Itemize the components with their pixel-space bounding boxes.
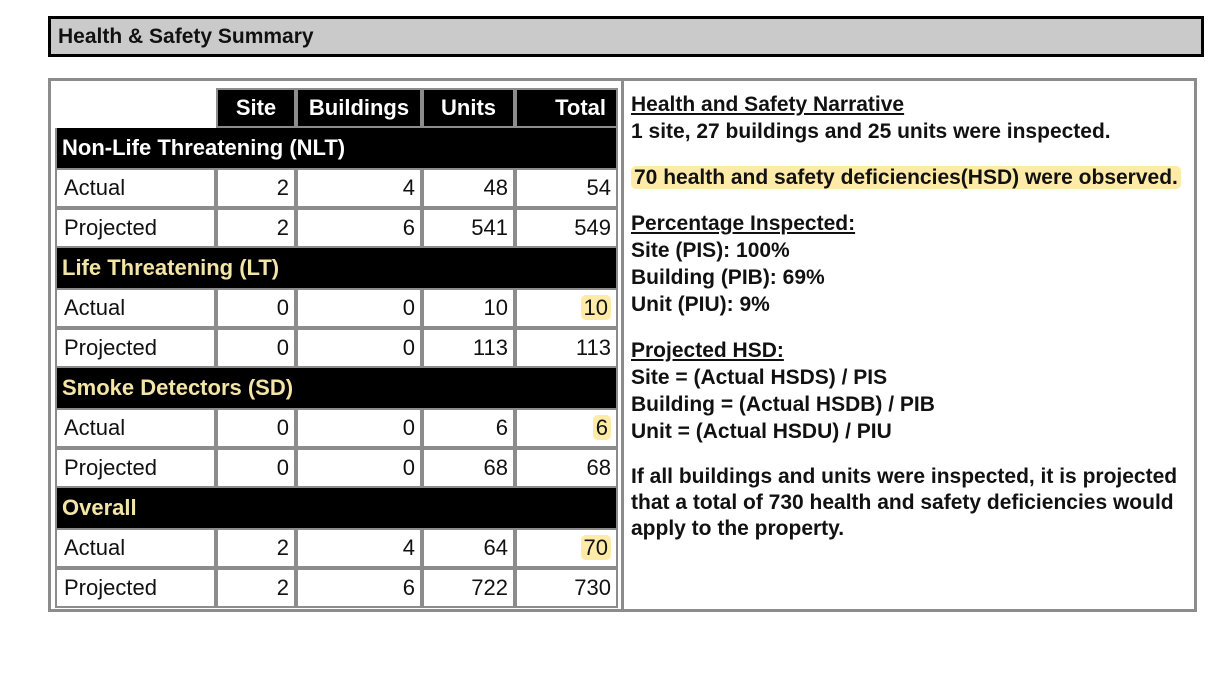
- site-cell: 0: [216, 288, 296, 328]
- buildings-cell: 4: [296, 168, 422, 208]
- column-header-buildings: Buildings: [296, 88, 422, 128]
- section-header-nlt: [55, 128, 618, 168]
- table-row: [55, 568, 618, 608]
- site-cell: 2: [216, 168, 296, 208]
- row-label: Projected: [55, 328, 216, 368]
- buildings-cell: 0: [296, 408, 422, 448]
- highlighted-total: 10: [581, 295, 611, 320]
- narrative-section: [631, 91, 1181, 542]
- summary-panel: [48, 78, 1197, 612]
- row-label: Actual: [55, 408, 216, 448]
- highlighted-total: 6: [593, 415, 611, 440]
- panel-divider: [621, 81, 624, 609]
- total-cell: 68: [515, 448, 618, 488]
- proj-unit: Unit = (Actual HSDU) / PIU: [631, 420, 892, 443]
- total-cell: 549: [515, 208, 618, 248]
- table-row: [55, 408, 618, 448]
- buildings-cell: 0: [296, 288, 422, 328]
- table-row: [55, 328, 618, 368]
- page-title: Health & Safety Summary: [48, 16, 1204, 57]
- buildings-cell: 6: [296, 208, 422, 248]
- pct-building: Building (PIB): 69%: [631, 266, 825, 289]
- total-cell: [515, 528, 618, 568]
- total-cell: 113: [515, 328, 618, 368]
- units-cell: 48: [422, 168, 515, 208]
- units-cell: 541: [422, 208, 515, 248]
- section-header-sd: [55, 368, 618, 408]
- table-header-row: [55, 88, 618, 128]
- table-row: [55, 168, 618, 208]
- site-cell: 0: [216, 448, 296, 488]
- total-cell: 730: [515, 568, 618, 608]
- site-cell: 0: [216, 328, 296, 368]
- pct-unit: Unit (PIU): 9%: [631, 293, 770, 316]
- highlighted-total: 70: [581, 535, 611, 560]
- proj-building: Building = (Actual HSDB) / PIB: [631, 393, 935, 416]
- proj-site: Site = (Actual HSDS) / PIS: [631, 366, 888, 389]
- total-cell: [515, 408, 618, 448]
- section-header-lt: [55, 248, 618, 288]
- site-cell: 2: [216, 528, 296, 568]
- inspection-summary: 1 site, 27 buildings and 25 units were inspected.: [631, 120, 1111, 143]
- buildings-cell: 6: [296, 568, 422, 608]
- column-header-units: Units: [422, 88, 515, 128]
- column-header-total: Total: [515, 88, 618, 128]
- projected-heading: Projected HSD:: [631, 339, 784, 362]
- table-row: [55, 288, 618, 328]
- row-label: Actual: [55, 288, 216, 328]
- row-label: Actual: [55, 168, 216, 208]
- row-label: Actual: [55, 528, 216, 568]
- section-title: Smoke Detectors (SD): [55, 368, 618, 408]
- units-cell: 113: [422, 328, 515, 368]
- row-label: Projected: [55, 568, 216, 608]
- buildings-cell: 4: [296, 528, 422, 568]
- row-label: Projected: [55, 448, 216, 488]
- table-row: [55, 208, 618, 248]
- units-cell: 6: [422, 408, 515, 448]
- units-cell: 722: [422, 568, 515, 608]
- narrative-heading: Health and Safety Narrative: [631, 93, 905, 116]
- health-safety-table: [55, 88, 618, 608]
- section-title: Life Threatening (LT): [55, 248, 618, 288]
- section-header-overall: [55, 488, 618, 528]
- total-cell: 54: [515, 168, 618, 208]
- pct-site: Site (PIS): 100%: [631, 239, 790, 262]
- buildings-cell: 0: [296, 448, 422, 488]
- row-label: Projected: [55, 208, 216, 248]
- percentage-heading: Percentage Inspected:: [631, 212, 856, 235]
- table-row: [55, 448, 618, 488]
- projection-conclusion: If all buildings and units were inspected, it is projected that a total of 730 health and safety deficiencies would apply to the property.: [631, 465, 1178, 540]
- buildings-cell: 0: [296, 328, 422, 368]
- header-blank-cell: [55, 88, 216, 128]
- table-row: [55, 528, 618, 568]
- deficiencies-statement: [631, 164, 1181, 191]
- units-cell: 68: [422, 448, 515, 488]
- section-title: Overall: [55, 488, 618, 528]
- highlighted-deficiencies: 70 health and safety deficiencies(HSD) were observed.: [631, 166, 1181, 189]
- site-cell: 0: [216, 408, 296, 448]
- units-cell: 64: [422, 528, 515, 568]
- section-title: Non-Life Threatening (NLT): [55, 128, 618, 168]
- total-cell: [515, 288, 618, 328]
- units-cell: 10: [422, 288, 515, 328]
- column-header-site: Site: [216, 88, 296, 128]
- site-cell: 2: [216, 568, 296, 608]
- site-cell: 2: [216, 208, 296, 248]
